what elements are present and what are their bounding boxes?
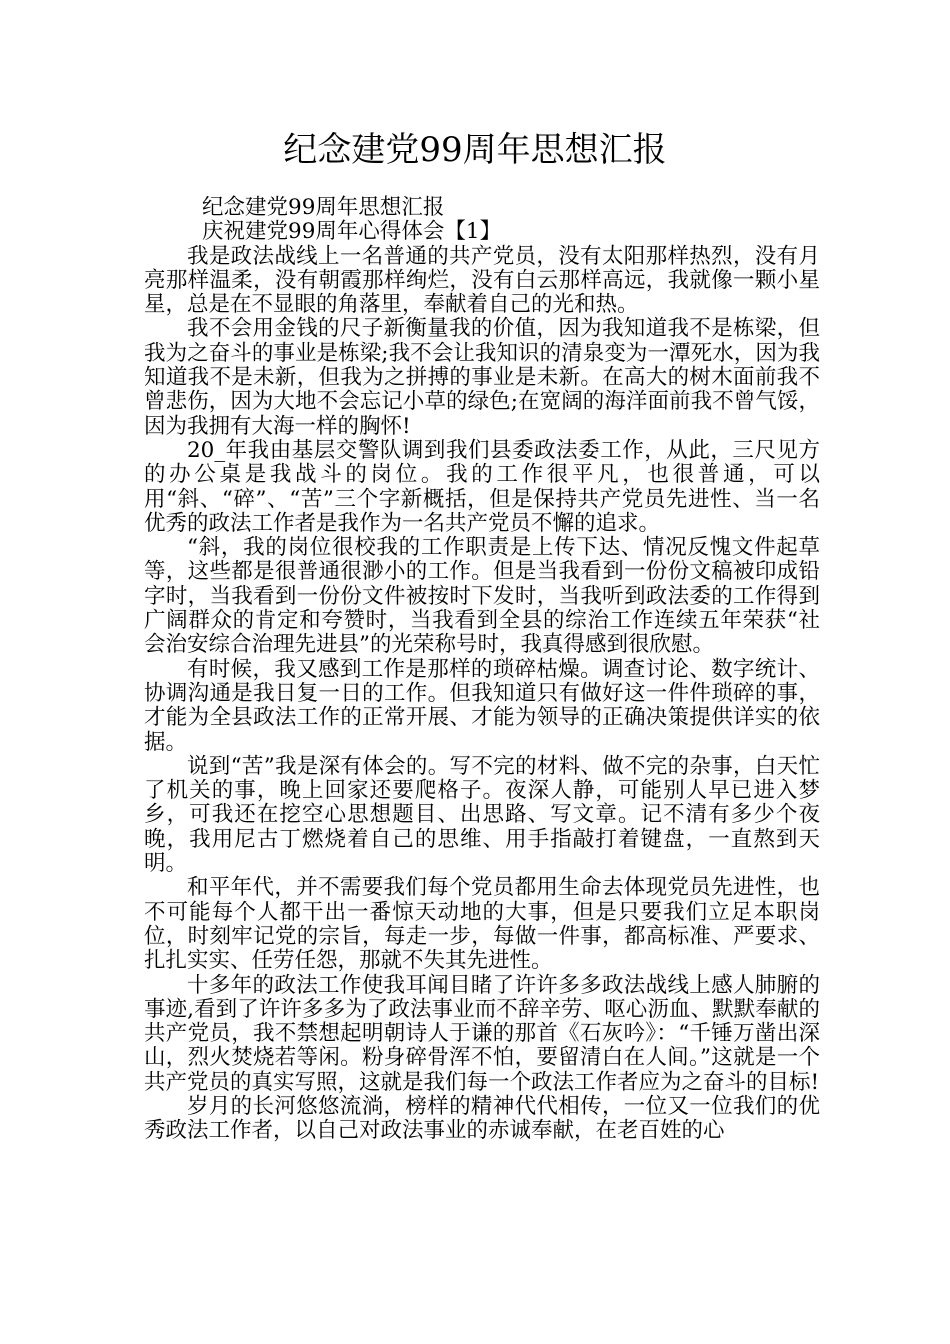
paragraph: 我不会用金钱的尺子新衡量我的价值，因为我知道我不是栋梁，但我为之奋斗的事业是栋梁;我不会让我知识的清泉变为一潭死水，因为我知道我不是未新，但我为之拼搏的事业是未新。在高大的树木面前我不曾悲伤，因为大地不会忘记小草的绿色;在宽阔的海洋面前我不曾气馁，因为我拥有大海一样的胸怀! (144, 316, 820, 439)
section-heading: 庆祝建党99周年心得体会【1】 (202, 219, 502, 245)
paragraph: 十多年的政法工作使我耳闻目睹了许许多多政法战线上感人肺腑的事迹,看到了许许多多为了政法事业而不辞辛劳、呕心沥血、默默奉献的共产党员，我不禁想起明朝诗人于谦的那首《石灰吟》：“千锤万凿出深山，烈火焚烧若等闲。粉身碎骨浑不怕，要留清白在人间。”这就是一个共产党员的真实写照，这就是我们每一个政法工作者应为之奋斗的目标! (144, 972, 820, 1095)
document-body (144, 196, 820, 1144)
paragraph: “斜，我的岗位很校我的工作职责是上传下达、情况反愧文件起草等，这些都是很普通很渺小的工作。但是当我看到一份份文稿被印成铅字时，当我看到一份份文件被按时下发时，当我听到政法委的工作得到广阔群众的肯定和夸赞时，当我看到全县的综治工作连续五年荣获“社会治安综合治理先进县”的光荣称号时，我真得感到很欣慰。 (144, 535, 820, 658)
document-title: 纪念建党99周年思想汇报 (283, 130, 667, 170)
paragraph: 20_年我由基层交警队调到我们县委政法委工作，从此，三尺见方的办公桌是我战斗的岗位。我的工作很平凡，也很普通，可以用“斜、“碎”、“苦”三个字新概括，但是保持共产党员先进性、当一名优秀的政法工作者是我作为一名共产党员不懈的追求。 (144, 437, 820, 536)
paragraph: 和平年代，并不需要我们每个党员都用生命去体现党员先进性，也不可能每个人都干出一番惊天动地的大事，但是只要我们立足本职岗位，时刻牢记党的宗旨，每走一步，每做一件事，都高标准、严要求、扎扎实实、任劳任怨，那就不失其先进性。 (144, 875, 820, 974)
paragraph: 有时候，我又感到工作是那样的琐碎枯燥。调查讨论、数字统计、协调沟通是我日复一日的工作。但我知道只有做好这一件件琐碎的事，才能为全县政法工作的正常开展、才能为领导的正确决策提供详实的依据。 (144, 656, 820, 755)
document-subtitle: 纪念建党99周年思想汇报 (202, 195, 445, 220)
paragraph: 说到“苦”我是深有体会的。写不完的材料、做不完的杂事，白天忙了机关的事，晚上回家还要爬格子。夜深人静，可能别人早已进入梦乡，可我还在挖空心思想题目、出思路、写文章。记不清有多少个夜晚，我用尼古丁燃烧着自己的思维、用手指敲打着键盘，一直熬到天明。 (144, 753, 820, 877)
paragraph: 我是政法战线上一名普通的共产党员，没有太阳那样热烈，没有月亮那样温柔，没有朝霞那样绚烂，没有白云那样高远，我就像一颗小星星，总是在不显眼的角落里，奉献着自己的光和热。 (144, 243, 820, 318)
paragraph: 岁月的长河悠悠流淌，榜样的精神代代相传，一位又一位我们的优秀政法工作者，以自己对政法事业的赤诚奉献，在老百姓的心 (144, 1093, 820, 1144)
